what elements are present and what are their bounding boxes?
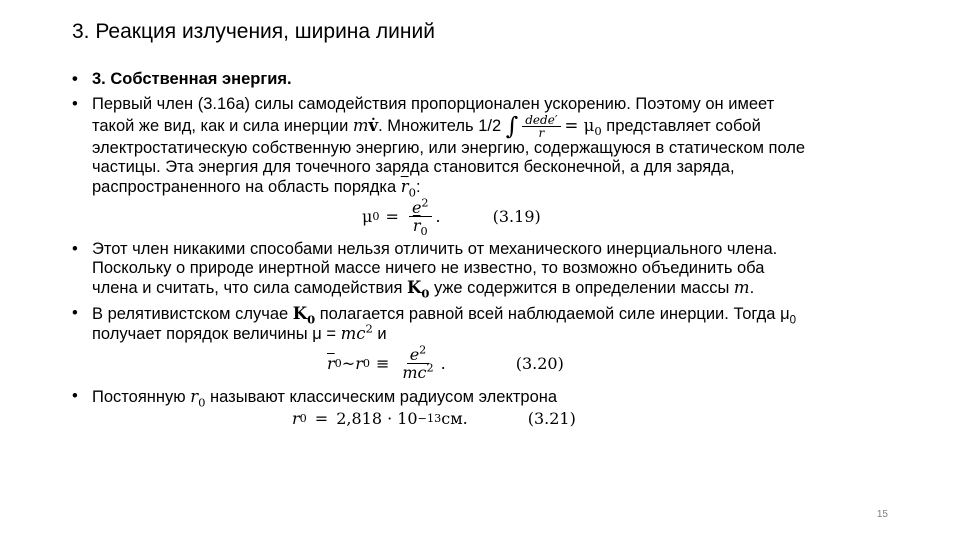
b3-K: K [406,278,422,297]
eq1-numerator: $e^2$ [409,199,432,217]
b2-r0-bar: $\overline{r}$ [400,177,409,196]
integral-rhs-sub: 0 [594,124,602,139]
b2-math-m: m [352,115,369,135]
b2-math-vdot: v̇ [368,115,379,135]
b4-text-1: В релятивистском случае [92,305,293,323]
section-heading-text: 3. Собственная энергия. [92,70,292,88]
b3-text-2: уже содержится в определении массы [429,279,734,297]
b4-K: K [292,304,308,323]
eq1-equals: = [385,207,399,226]
eq1-fraction [409,196,432,239]
b5-r-sub: 0 [198,395,206,410]
eq3-value: 2,818 · 10 [336,409,418,428]
b2-text-1: Первый член (3.16а) силы самодействия пропорционален ускорению. Поэтому он имеет такой же вид, как и сила инерции [92,95,775,135]
equation-3-19: μ 0 = $\frac{e^2}{\overline{r}_0}$ . (3.19) [362,196,541,239]
bullet-relativistic [72,304,812,344]
equation-3-21: r 0 = 2,818 · 10 −13 см. (3.21) [292,409,576,428]
b4-mc-sup: 2 [365,321,373,336]
page-number: 15 [876,509,888,520]
integral-numerator: dede′ [522,114,560,127]
eq1-number: (3.19) [492,207,541,226]
b4-text-4: и [372,325,387,343]
eq3-number: (3.21) [527,409,576,428]
integral-fraction [522,114,560,139]
eq2-tilde: ~ [341,354,356,373]
eq2-equiv: ≡ [375,354,390,373]
eq1-dot: . [435,207,441,226]
b2-text-3: представляет собой электростатическую собственную энергию, или энергию, содержащуюся в статическом поле частицы. Эта энергия для точечного заряда становится бесконечной, а для заряда, распространенного на область порядка [92,116,806,196]
b5-text-1: Постоянную [92,388,191,406]
eq3-lhs: r [292,409,300,428]
eq1-denominator: $\overline{r}_0$ [412,216,428,239]
b5-text-2: называют классическим радиусом электрона [205,388,558,406]
bullet-inertial-term [72,240,812,301]
eq2-r0: r [355,354,363,373]
eq2-fraction [399,343,436,382]
bullet-classical-radius [72,387,812,410]
b5-r: r [190,387,199,406]
b3-text-3: . [749,279,755,297]
eq2-denominator: $mc^2$ [402,361,434,382]
b2-text-2: . Множитель 1/2 [378,116,506,135]
b3-m: m [733,278,750,297]
b4-K-sub: 0 [307,312,316,327]
eq3-unit: см. [441,409,468,428]
b4-mc: mc [340,324,366,343]
integral-denominator: r [538,126,545,140]
bullet-self-action-force [72,95,812,200]
equation-3-20: $\overline{r}$ 0 ~ r 0 ≡ $\frac{e^2}{mc^2}$ . (3.20) [327,343,564,382]
b4-text-2: полагается равной всей наблюдаемой силе инерции. Тогда μ [315,305,790,323]
eq2-r0bar: $\overline{r}$ [327,354,335,373]
eq1-lhs: μ [362,207,373,226]
b3-text-1: Этот член никакими способами нельзя отличить от механического инерциального члена. Поскольку о природе инертной массе ничего не известно, то возможно объединить оба члена и считать, что сила самодействия [92,240,778,297]
eq2-numerator: $e^2$ [407,346,430,364]
b3-K-sub: 0 [421,286,430,301]
content-list [72,70,812,434]
eq2-number: (3.20) [515,354,564,373]
eq2-dot: . [440,354,446,373]
b4-mu-sub: 0 [789,314,797,327]
slide-title: 3. Реакция излучения, ширина линий [72,20,435,43]
integral-sign: ∫ [505,112,519,140]
integral-rhs: = μ [564,115,595,135]
b2-text-4: : [415,178,421,196]
b4-text-3: получает порядок величины μ = [92,325,341,343]
b2-r0-sub: 0 [408,185,416,200]
eq3-equals: = [314,409,329,428]
bullet-section-heading [72,70,812,89]
